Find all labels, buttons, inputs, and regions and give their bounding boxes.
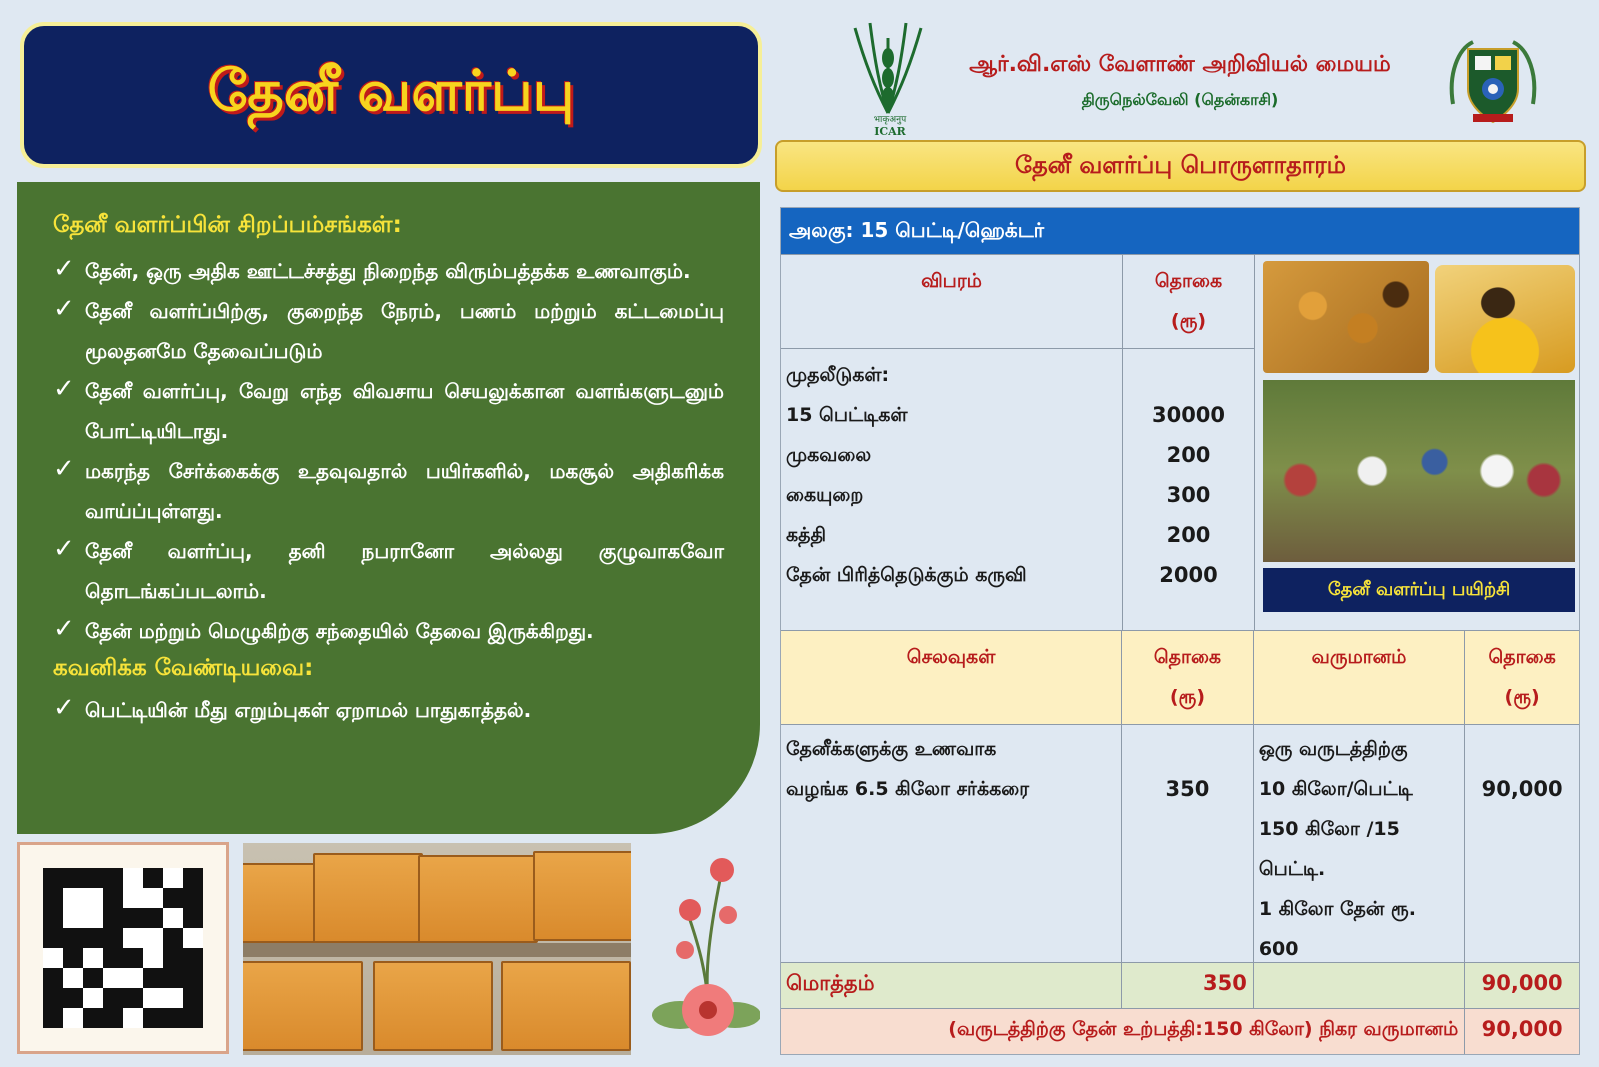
check-icon: ✓: [53, 374, 75, 404]
income-amount: 90,000: [1481, 777, 1563, 801]
income-line: ஒரு வருடத்திற்கு: [1258, 738, 1408, 760]
center-place: திருநெல்வேலி (தென்காசி): [1081, 90, 1279, 109]
investment-item: 15 பெட்டிகள்: [786, 404, 908, 426]
investment-section: [781, 254, 1579, 630]
feature-item: [53, 531, 724, 611]
income-line: பெட்டி.: [1258, 858, 1326, 880]
income-description: [1254, 725, 1465, 962]
title-banner: [20, 22, 762, 168]
feature-text: தேனீ வளர்ப்பு, வேறு எந்த விவசாய செயலுக்கான வளங்களுடனும் போட்டியிடாது.: [85, 379, 724, 443]
photos-column: [1255, 255, 1581, 630]
feature-text: தேன், ஒரு அதிக ஊட்டச்சத்து நிறைந்த விரும்பத்தக்க உணவாகும்.: [85, 259, 691, 283]
caution-text: பெட்டியின் மீது எறும்புகள் ஏறாமல் பாதுகாத்தல்.: [85, 698, 532, 722]
feature-text: தேன் மற்றும் மெழுகிற்கு சந்தையில் தேவை இருக்கிறது.: [85, 619, 594, 643]
unit-bar: அலகு: 15 பெட்டி/ஹெக்டர்: [781, 208, 1579, 254]
training-caption: தேனீ வளர்ப்பு பயிற்சி: [1263, 568, 1575, 612]
total-income: 90,000: [1481, 971, 1563, 995]
caution-item: [53, 690, 724, 730]
income-line: 150 கிலோ /15: [1258, 818, 1400, 840]
feature-item: [53, 251, 724, 291]
qr-code[interactable]: [17, 842, 229, 1054]
investment-amount-column: [1123, 255, 1255, 630]
detail-header: விபரம்: [781, 255, 1122, 349]
feature-text: தேனீ வளர்ப்பிற்கு, குறைந்த நேரம், பணம் மற்றும் கட்டமைப்பு மூலதனமே தேவைப்படும்: [85, 299, 724, 363]
feature-item: [53, 371, 724, 451]
center-name: ஆர்.வி.எஸ் வேளாண் அறிவியல் மையம்: [969, 52, 1391, 77]
economics-title: தேனீ வளர்ப்பு பொருளாதாரம்: [1015, 150, 1346, 179]
check-icon: ✓: [53, 614, 75, 644]
feature-item: [53, 451, 724, 531]
expense-income-header: [781, 630, 1579, 724]
investment-item: முகவலை: [786, 444, 872, 466]
income-line: 600: [1258, 938, 1299, 960]
net-income-label: (வருடத்திற்கு தேன் உற்பத்தி:150 கிலோ) நிகர வருமானம்: [781, 1009, 1465, 1054]
net-income-amount: 90,000: [1481, 1017, 1563, 1041]
flower-decoration: [650, 850, 760, 1050]
investment-label: முதலீடுகள்:: [786, 364, 890, 386]
total-expense: 350: [1122, 963, 1254, 1008]
investment-amount: 2000: [1159, 563, 1218, 587]
investment-amount: 200: [1166, 523, 1211, 547]
amount-header: தொகை (ரூ): [1123, 255, 1254, 349]
icar-label: भाकृअनुप ICAR: [873, 115, 907, 138]
university-emblem-icon: [1443, 34, 1543, 126]
check-icon: ✓: [53, 254, 75, 284]
expense-income-row: [781, 724, 1579, 962]
expenses-header: செலவுகள்: [781, 631, 1122, 724]
total-label: மொத்தம்: [781, 963, 1122, 1008]
expense-description: தேனீக்களுக்கு உணவாக வழங்க 6.5 கிலோ சர்க்கரை: [781, 725, 1122, 962]
investment-item: கத்தி: [786, 524, 827, 546]
check-icon: ✓: [53, 454, 75, 484]
investment-items: [781, 395, 1122, 595]
expense-amount: 350: [1122, 725, 1254, 962]
economics-table: [780, 207, 1580, 1055]
feature-text: தேனீ வளர்ப்பு, தனி நபரானோ அல்லது குழுவாகவோ தொடங்கப்படலாம்.: [85, 539, 724, 603]
caution-heading: கவனிக்க வேண்டியவை:: [53, 655, 314, 681]
check-icon: ✓: [53, 534, 75, 564]
features-list: [53, 251, 724, 651]
feature-text: மகரந்த சேர்க்கைக்கு உதவுவதால் பயிர்களில், மகசூல் அதிகரிக்க வாய்ப்புள்ளது.: [85, 459, 724, 523]
income-line: 10 கிலோ/பெட்டி: [1258, 778, 1413, 800]
training-photo: [1263, 380, 1575, 562]
total-row: [781, 962, 1579, 1008]
check-icon: ✓: [53, 693, 75, 723]
investment-item: தேன் பிரித்தெடுக்கும் கருவி: [786, 564, 1027, 586]
features-heading: தேனீ வளர்ப்பின் சிறப்பம்சங்கள்:: [53, 212, 402, 238]
qr-code-pattern: [43, 868, 203, 1028]
features-panel: [17, 182, 760, 834]
caution-list: [53, 690, 724, 730]
economics-banner: [775, 140, 1586, 192]
page-title: தேனீ வளர்ப்பு: [207, 59, 575, 124]
beehive-boxes-photo: [243, 843, 631, 1055]
expense-amount-header: தொகை (ரூ): [1122, 631, 1254, 724]
income-header: வருமானம்: [1254, 631, 1465, 724]
honeycomb-bees-photo: [1263, 261, 1429, 373]
investment-amount: 30000: [1151, 403, 1226, 427]
income-amount-header: தொகை (ரூ): [1488, 646, 1556, 708]
investment-amount: 300: [1166, 483, 1211, 507]
investment-item: கையுறை: [786, 484, 864, 506]
net-income-row: [781, 1008, 1579, 1054]
investment-amount: 200: [1166, 443, 1211, 467]
check-icon: ✓: [53, 294, 75, 324]
feature-item: [53, 611, 724, 651]
income-line: 1 கிலோ தேன் ரூ.: [1258, 898, 1416, 920]
feature-item: [53, 291, 724, 371]
investment-details-column: [781, 255, 1123, 630]
investment-amounts: [1123, 349, 1254, 595]
bee-closeup-photo: [1435, 265, 1575, 373]
